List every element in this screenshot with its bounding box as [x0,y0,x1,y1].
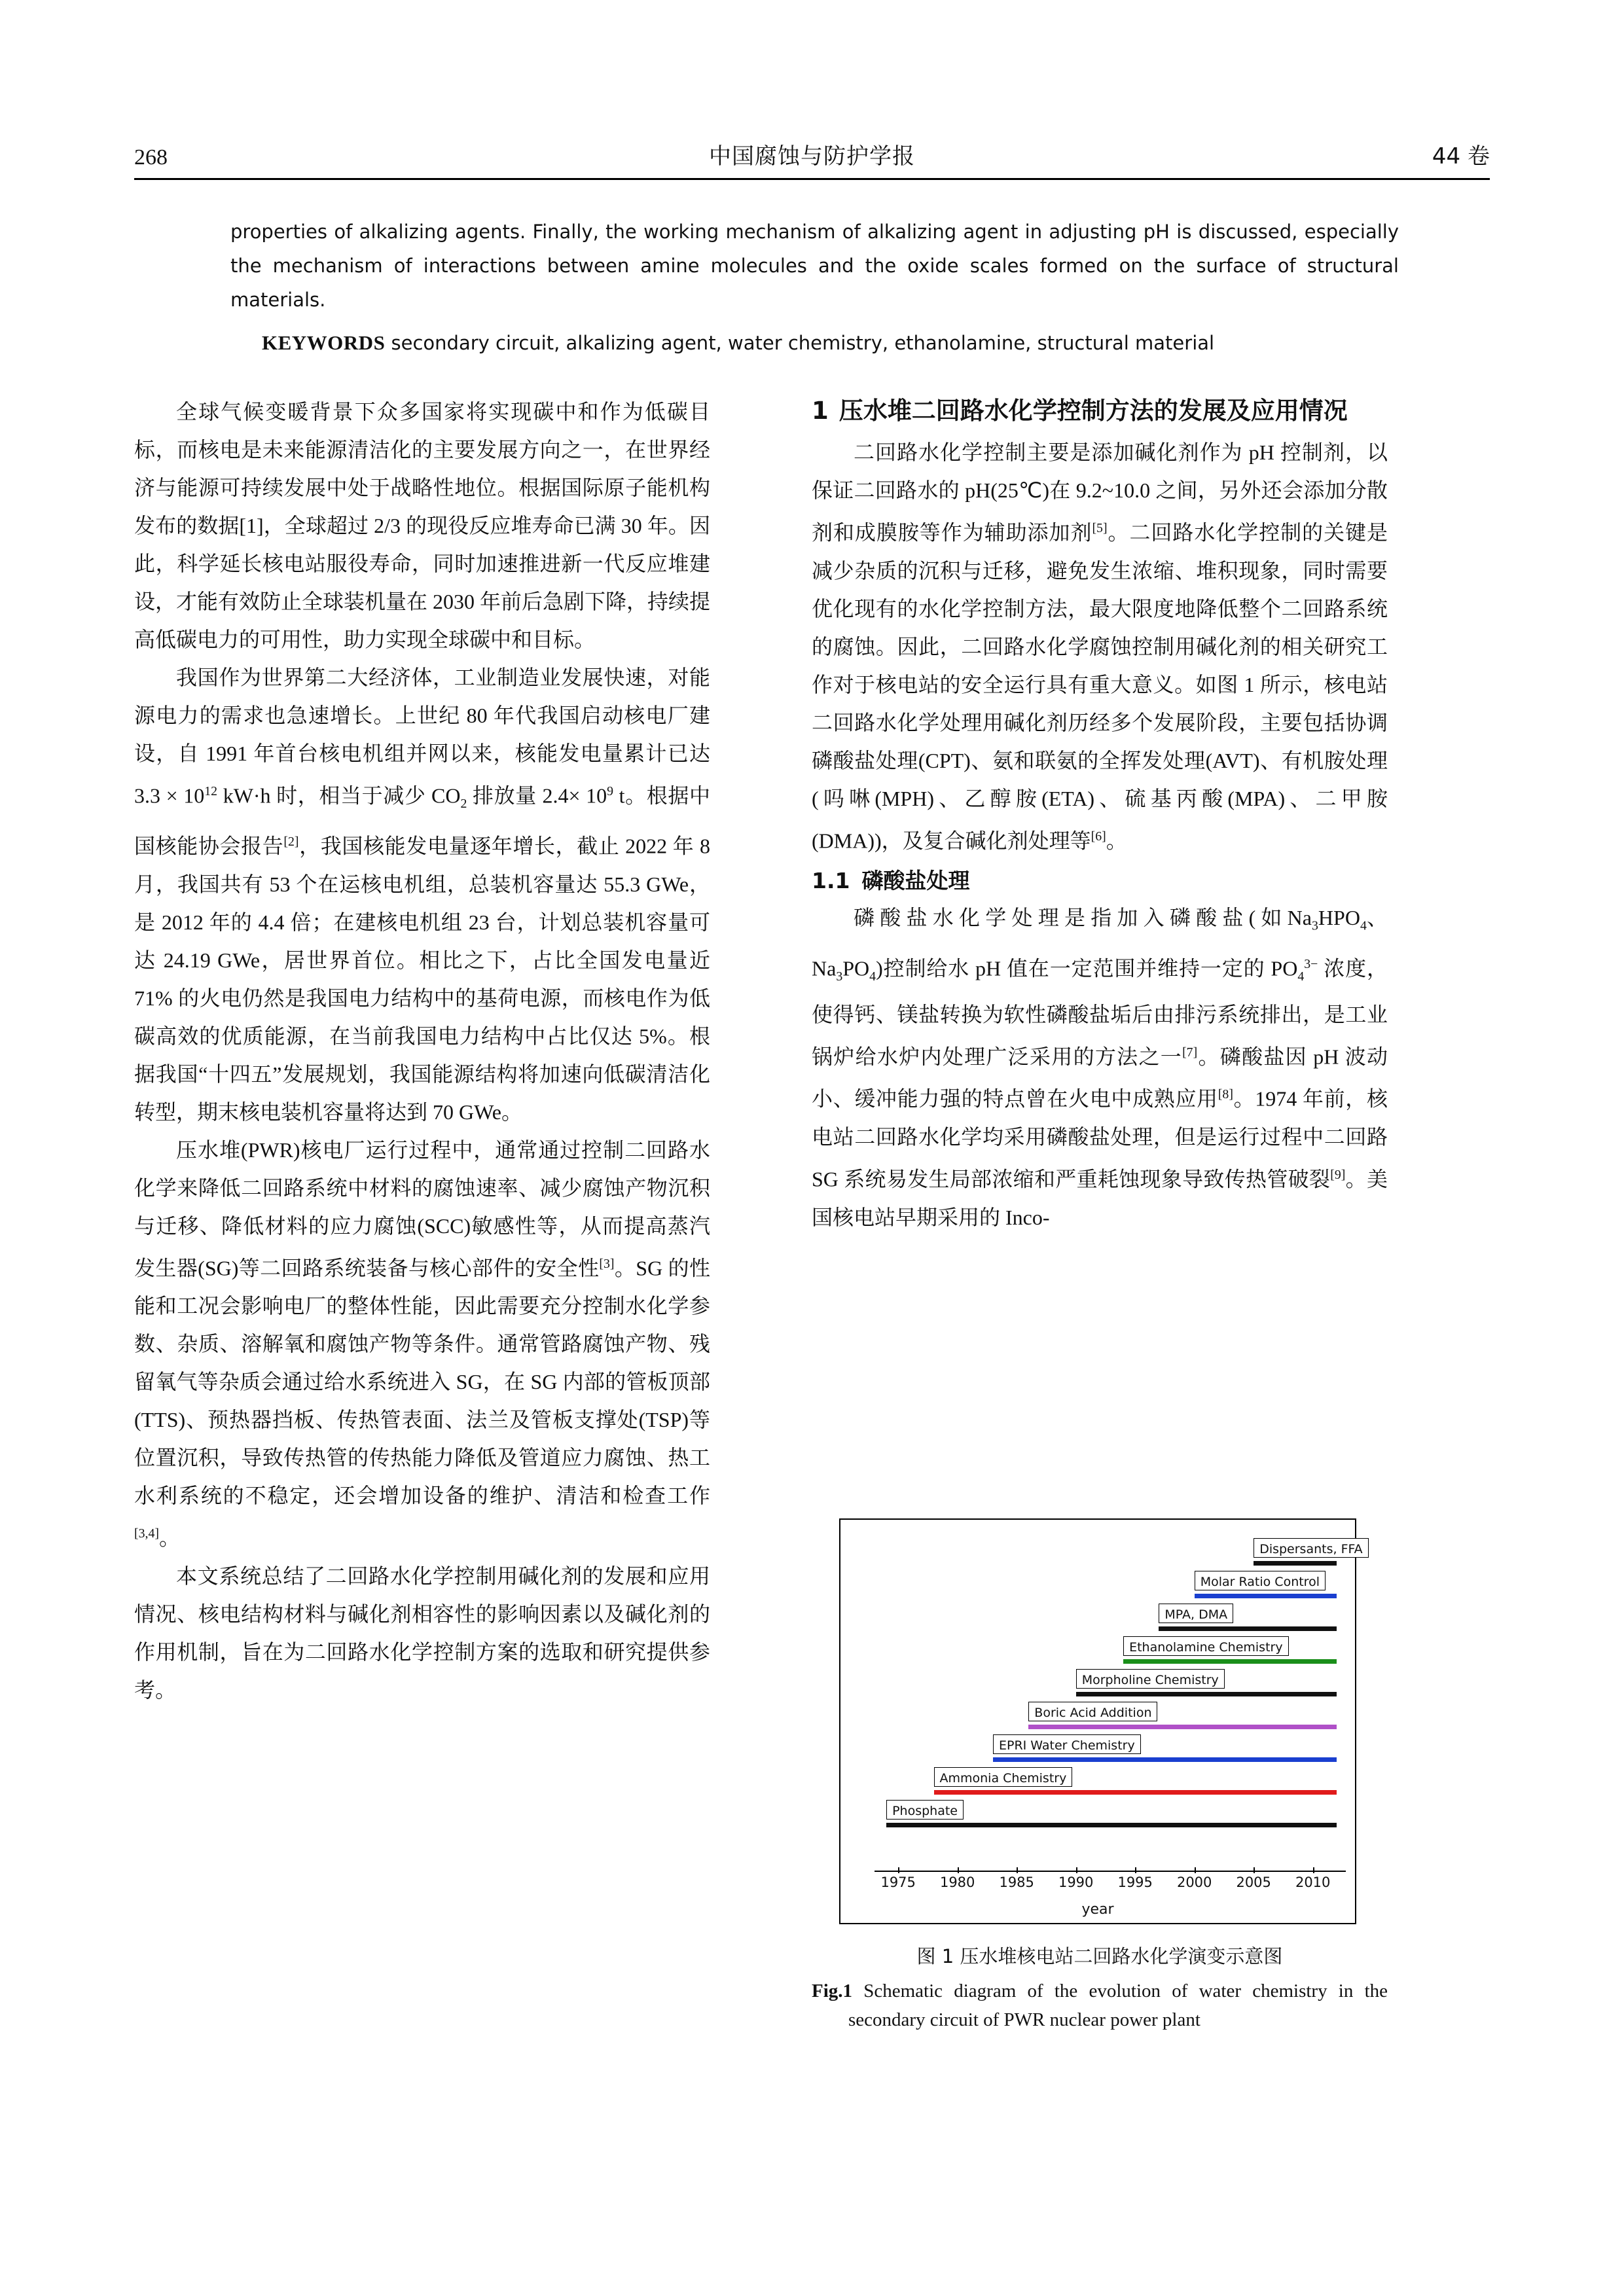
chart-tick-mark [1135,1867,1136,1873]
chart-tick-label: 1980 [939,1874,975,1890]
chart-bar [1076,1692,1337,1696]
rpara2-sup3: [8] [1218,1087,1233,1102]
para2-d: t。根据中国核能协会报告 [134,783,710,858]
figure-caption-en-text: Schematic diagram of the evolution of water chemistry in the secondary circuit of PWR nuclear power plant [848,1981,1388,2030]
rpara2-a: 磷 酸 盐 水 化 学 处 理 是 指 加 入 磷 酸 盐 ( 如 Na [854,906,1312,930]
chart-bar-row [840,1734,1355,1763]
chart-bar-label: EPRI Water Chemistry [993,1734,1141,1754]
figure-caption-cn: 图 1 压水堆核电站二回路水化学演变示意图 [916,1945,1283,1967]
figure-1 [812,1518,1388,2034]
subsection-number: 1.1 [812,868,850,894]
rpara2-f: 浓度，使得钙、镁盐转换为软性磷酸盐垢后由排污系统排出，是工业锅炉给水炉内处理广泛采用的方法之一 [812,956,1388,1069]
rpara1-b: 。二回路水化学控制的关键是减少杂质的沉积与迁移，避免发生浓缩、堆积现象，同时需要优化现有的水化学控制方法，最大限度地降低整个二回路系统的腐蚀。因此，二回路水化学腐蚀控制用碱化剂的相关研究工作对于核电站的安全运行具有重大意义。如图 1 所示，核电站二回路水化学处理用碱化剂历经多个发展阶段，主要包括协调磷酸盐处理(CPT)、氨和联氨的全挥发处理(AVT)、有机胺处理(吗啉(MPH)、乙醇胺(ETA)、硫基丙酸(MPA)、二甲胺(DMA))，及复合碱化剂处理等 [812,520,1388,853]
chart-bar [1123,1659,1337,1664]
paragraph-2 [134,658,710,1131]
para3-a: 压水堆(PWR)核电厂运行过程中，通常通过控制二回路水化学来降低二回路系统中材料的腐蚀速率、减少腐蚀产物沉积与迁移、降低材料的应力腐蚀(SCC)敏感性等，从而提高蒸汽发生器(SG)等二回路系统装备与核心部件的安全性 [134,1138,710,1280]
rpara2-b: HPO [1318,906,1360,930]
chart-tick-mark [958,1867,959,1873]
para2-sup1: 12 [204,784,218,798]
right-paragraph-1 [812,433,1388,859]
paragraph-4: 本文系统总结了二回路水化学控制用碱化剂的发展和应用情况、核电结构材料与碱化剂相容性的影响因素以及碱化剂的作用机制，旨在为二回路水化学控制方案的选取和研究提供参考。 [134,1564,710,1702]
left-column [134,393,710,1709]
section-title: 压水堆二回路水化学控制方法的发展及应用情况 [839,397,1348,425]
para3-b: 。SG 的性能和工况会影响电厂的整体性能，因此需要充分控制水化学参数、杂质、溶解氧和腐蚀产物等条件。通常管路腐蚀产物、残留氧气等杂质会通过给水系统进入 SG，在 SG 内部的管板顶部(TTS)、预热器挡板、传热管表面、法兰及管板支撑处(TSP)等位置沉积，导致传热管的传热能力降低及管道应力腐蚀、热工水利系统的不稳定，还会增加设备的维护、清洁和检查工作 [134,1256,710,1508]
rpara2-i: 。美国核电站早期采用的 Inco- [812,1167,1388,1229]
para2-e: ，我国核能发电量逐年增长，截止 2022 年 8 月，我国共有 53 个在运核电机组，总装机容量达 55.3 GWe，是 2012 年的 4.4 倍；在建核电机组 23 台，计划总装机容量可达 24.19 GWe，居世界首位。相比之下，占比全国发电量近 71% 的火电仍然是我国电力结构中的基荷电源，而核电作为低碳高效的优质能源，在当前我国电力结构中占比仅达 5%。根据我国“十四五”发展规划，我国能源结构将加速向低碳清洁化转型，期末核电装机容量将达到 70 GWe。 [134,834,710,1124]
chart-tick-mark [1254,1867,1255,1873]
rpara2-sup4: [9] [1330,1168,1346,1183]
rpara1-c: 。 [1106,829,1127,853]
journal-title: 中国腐蚀与防护学报 [709,143,915,170]
figure-caption-en [812,1977,1388,2034]
chart-bar-row [840,1571,1355,1600]
right-column [812,393,1388,1236]
paragraph-1: 全球气候变暖背景下众多国家将实现碳中和作为低碳目标，而核电是未来能源清洁化的主要发展方向之一，在世界经济与能源可持续发展中处于战略性地位。根据国际原子能机构发布的数据[1]，全球超过 2/3 的现役反应堆寿命已满 30 年。因此，科学延长核电站服役寿命，同时加速推进新一代反应堆建设，才能有效防止全球装机量在 2030 年前后急剧下降，持续提高低碳电力的可用性，助力实现全球碳中和目标。 [134,400,711,651]
chart-bar-label: Phosphate [886,1800,964,1820]
rpara2-sub3: 3 [836,969,843,984]
rpara2-sub5: 4 [1297,969,1305,984]
page-number: 268 [134,145,168,170]
chart-bar-label: Molar Ratio Control [1195,1571,1326,1590]
chart-timeline [839,1518,1363,1924]
volume-label: 44 卷 [1432,143,1490,170]
chart-tick-mark [1313,1867,1314,1873]
chart-tick-mark [1195,1867,1196,1873]
chart-bar-row [840,1669,1355,1698]
chart-bar [1195,1594,1337,1598]
para2-sub1: 2 [460,797,467,812]
keywords-label: KEYWORDS [262,331,386,354]
chart-tick-label: 1990 [1058,1874,1094,1890]
para2-sup2: 9 [607,784,614,798]
abstract-block [230,215,1399,360]
chart-tick-label: 1995 [1117,1874,1153,1890]
paragraph-3 [134,1131,710,1557]
keywords-text: secondary circuit, alkalizing agent, water chemistry, ethanolamine, structural material [391,332,1215,354]
header-rule [134,178,1490,180]
chart-tick-mark [898,1867,899,1873]
rpara2-d: PO [842,956,870,980]
chart-bar-row [840,1636,1355,1665]
para3-c: 。 [159,1526,181,1551]
para2-c: 排放量 2.4× 10 [467,783,607,808]
rpara1-a: 二回路水化学控制主要是添加碱化剂作为 pH 控制剂，以保证二回路水的 pH(25℃)在 9.2~10.0 之间，另外还会添加分散剂和成膜胺等作为辅助添加剂 [812,440,1388,545]
para2-a: 我国作为世界第二大经济体，工业制造业发展快速，对能源电力的需求也急速增长。上世纪 80 年代我国启动核电厂建设，自 1991 年首台核电机组并网以来，核能发电量累计已达 3.3 × 10 [134,666,710,808]
chart-tick-label: 2005 [1236,1874,1271,1890]
para3-sup2: [3,4] [134,1526,159,1541]
chart-bar [1254,1561,1337,1566]
chart-bar-label: Boric Acid Addition [1028,1702,1157,1721]
section-number: 1 [812,397,829,425]
rpara2-sub4: 4 [869,969,876,984]
right-paragraph-2 [812,899,1388,1236]
chart-bar-row [840,1767,1355,1796]
chart-bar [1159,1626,1337,1631]
rpara2-g: 。磷酸盐因 pH 波动小、缓冲能力强的特点曾在火电中成熟应用 [812,1045,1388,1111]
keywords-line [230,326,1399,360]
rpara2-c: 、Na [812,906,1388,980]
chart-bar-label: MPA, DMA [1159,1604,1233,1623]
para3-sup1: [3] [599,1256,615,1271]
chart-bar-row [840,1800,1355,1829]
rpara2-h: 。1974 年前，核电站二回路水化学均采用磷酸盐处理，但是运行过程中二回路 SG 系统易发生局部浓缩和严重耗蚀现象导致传热管破裂 [812,1087,1388,1191]
figure-caption-en-label: Fig.1 [812,1981,853,2001]
chart-x-label: year [1081,1901,1114,1918]
subsection-heading-1-1 [812,863,1388,899]
chart-bar-label: Morpholine Chemistry [1076,1669,1225,1689]
chart-bar-label: Ammonia Chemistry [934,1767,1073,1787]
chart-tick-mark [1017,1867,1018,1873]
subsection-title: 磷酸盐处理 [861,868,970,894]
chart-bar-label: Ethanolamine Chemistry [1123,1636,1288,1656]
chart-x-axis [875,1871,1346,1872]
chart-bar-row [840,1604,1355,1632]
rpara2-sup1: 3− [1304,956,1318,971]
chart-tick-mark [1076,1867,1077,1873]
chart-tick-label: 1985 [999,1874,1034,1890]
rpara1-sup1: [5] [1092,521,1108,535]
chart-bar [886,1823,1337,1827]
figure-caption [812,1941,1388,2034]
chart-tick-label: 2000 [1176,1874,1212,1890]
rpara1-sup2: [6] [1091,829,1106,844]
para2-sup3: [2] [283,834,299,850]
section-heading-1 [812,393,1388,429]
rpara2-e: )控制给水 pH 值在一定范围并维持一定的 PO [876,956,1298,980]
chart-bar [993,1757,1337,1762]
para2-b: kW·h 时，相当于减少 CO [217,783,461,808]
rpara2-sub2: 4 [1360,918,1367,933]
chart-bar [934,1790,1337,1795]
abstract-text: properties of alkalizing agents. Finally, the working mechanism of alkalizing agent in adjusting pH is discussed, especially the mechanism of interactions between amine molecules and the oxide scales formed on the surface of structural materials. [230,221,1399,311]
running-head [134,131,1490,170]
chart-tick-label: 1975 [880,1874,916,1890]
rpara2-sup2: [7] [1182,1045,1198,1060]
chart-x-ticks [840,1874,1355,1894]
chart-bar-row [840,1538,1363,1567]
rpara2-sub1: 3 [1312,918,1318,933]
chart-bar-label: Dispersants, FFA [1254,1538,1369,1558]
chart-bar [1028,1725,1337,1729]
chart-bar-row [840,1702,1355,1731]
chart-tick-label: 2010 [1295,1874,1331,1890]
